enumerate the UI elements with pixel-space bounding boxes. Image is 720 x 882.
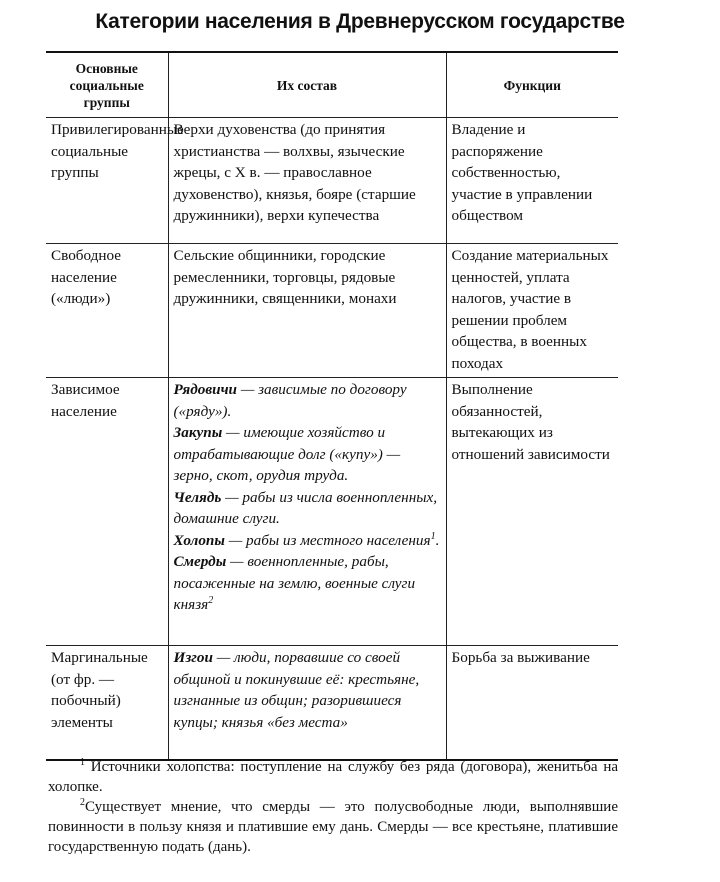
page-title: Категории населения в Древнерусском государстве — [95, 10, 625, 33]
entry-term: Изгои — [173, 649, 213, 666]
row-group: Привилегированные социальные группы — [46, 118, 168, 244]
entry-definition: — имеющие хозяйство и отрабатывающие долг («купу») — зерно, скот, орудия труда. — [173, 424, 401, 484]
footnote-text: Источники холопства: поступление на службу без ряда (договора), женитьба на холопке. — [48, 759, 619, 795]
footnote — [48, 797, 618, 857]
population-table — [46, 51, 618, 761]
footnote-ref: 2 — [208, 594, 214, 606]
row-functions: Выполнение обязанностей, вытекающих из отношений зависимости — [446, 378, 618, 646]
entry-definition: — военнопленные, рабы, посаженные на землю, военные слуги князя — [173, 553, 416, 613]
row-functions: Борьба за выживание — [446, 646, 618, 760]
entry-definition: — рабы из числа военнопленных, домашние слуги. — [173, 488, 438, 527]
entry-smerdy — [174, 551, 441, 616]
header-functions: Функции — [446, 52, 618, 118]
table-header-row — [46, 52, 618, 118]
entry-term: Холопы — [173, 531, 225, 549]
table-row — [46, 378, 618, 646]
row-functions: Создание материальных ценностей, уплата налогов, участие в решении проблем общества, в военных походах — [446, 244, 618, 378]
table-row — [46, 244, 618, 378]
footnote — [48, 757, 618, 797]
entry-definition: — зависимые по договору («ряду»). — [173, 381, 407, 420]
header-groups: Основные социальные группы — [46, 52, 168, 118]
header-composition: Их состав — [168, 52, 446, 118]
entry-zakupy — [174, 422, 441, 487]
row-functions: Владение и распоряжение собственностью, участие в управлении обществом — [446, 118, 618, 244]
row-composition — [168, 646, 446, 760]
table-row — [46, 118, 618, 244]
entry-definition: — люди, порвавшие со своей общиной и покинувшие её: крестьяне, изгнанные из общин; разорившиеся купцы; князья «без места» — [173, 649, 420, 731]
entry-kholopy — [174, 530, 441, 552]
table-row — [46, 646, 618, 760]
entry-tail: . — [435, 531, 440, 549]
entry-ryadovichi — [174, 379, 441, 422]
entry-term: Рядовичи — [173, 381, 238, 398]
footnotes — [48, 757, 618, 857]
row-group: Свободное население («люди») — [46, 244, 168, 378]
entry-term: Смерды — [173, 553, 227, 570]
footnote-ref: 1 — [430, 530, 436, 542]
row-composition: Сельские общинники, городские ремесленники, торговцы, рядовые дружинники, священники, монахи — [168, 244, 446, 378]
entry-izgoi — [174, 647, 441, 733]
footnote-mark: 2 — [80, 797, 85, 808]
entry-term: Челядь — [173, 488, 222, 506]
entry-definition: — рабы из местного населения — [224, 531, 431, 549]
footnote-text: Существует мнение, что смерды — это полусвободные люди, выполнявшие повинности в пользу князя и платившие ему дань. Смерды — все крестьяне, платившие государственную подать (дань). — [48, 799, 618, 855]
row-group: Маргинальные (от фр. — побочный) элементы — [46, 646, 168, 760]
entry-chelyad — [174, 487, 441, 530]
row-group: Зависимое население — [46, 378, 168, 646]
footnote-mark: 1 — [80, 757, 85, 768]
row-composition: Верхи духовенства (до принятия христианства — волхвы, языческие жрецы, с X в. — православное духовенство), князья, бояре (старшие дружинники), верхи купечества — [168, 118, 446, 244]
entry-term: Закупы — [173, 424, 223, 441]
row-composition — [168, 378, 446, 646]
